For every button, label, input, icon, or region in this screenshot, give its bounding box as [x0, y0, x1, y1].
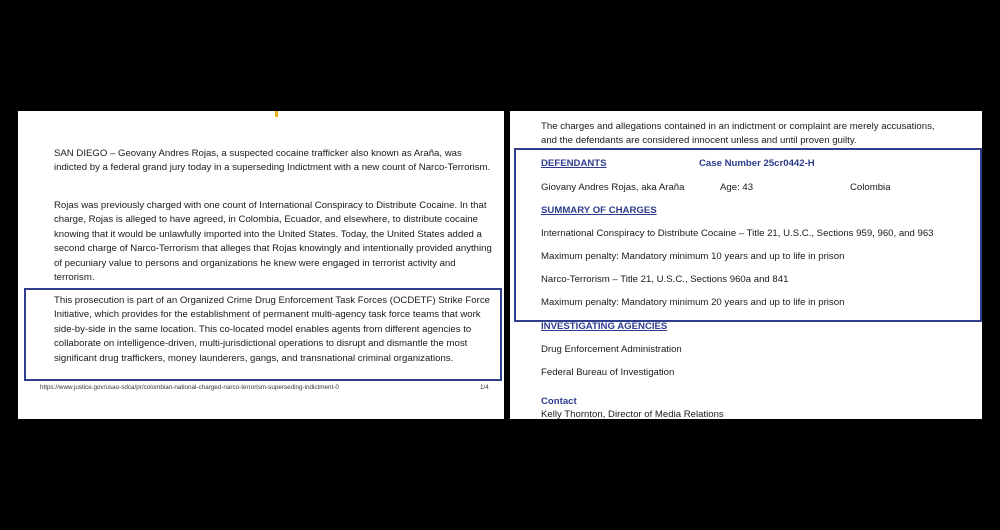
charge-item: Maximum penalty: Mandatory minimum 10 years and up to life in prison [541, 251, 845, 262]
case-number: Case Number 25cr0442-H [699, 158, 815, 169]
defendants-heading: DEFENDANTS [541, 158, 607, 169]
defendant-country: Colombia [850, 182, 891, 193]
footer-page-number: 1/4 [480, 384, 489, 391]
charges-heading: SUMMARY OF CHARGES [541, 205, 657, 216]
yellow-marker [275, 111, 278, 117]
footer-url: https://www.justice.gov/usao-sdca/pr/colombian-national-charged-narco-terrorism-superseding-indictment-0 [40, 384, 339, 391]
defendant-age: Age: 43 [720, 182, 754, 193]
contact-line: Kelly Thornton, Director of Media Relations [541, 409, 724, 419]
agency-item: Federal Bureau of Investigation [541, 367, 675, 378]
intro-line-1: The charges and allegations contained in an indictment or complaint are merely accusations, [541, 121, 935, 132]
right-document-page [510, 111, 982, 419]
charge-item: International Conspiracy to Distribute Cocaine – Title 21, U.S.C., Sections 959, 960, and 963 [541, 228, 934, 239]
paragraph-indictment: SAN DIEGO – Geovany Andres Rojas, a suspected cocaine trafficker also known as Araña, was indicted by a federal grand jury today in a superseding Indictment with a new count of Narco-Terrorism. [54, 148, 491, 174]
agencies-heading: INVESTIGATING AGENCIES [541, 321, 668, 332]
left-document-page [18, 111, 504, 419]
charge-item: Narco-Terrorism – Title 21, U.S.C., Sections 960a and 841 [541, 274, 789, 285]
charge-item: Maximum penalty: Mandatory minimum 20 years and up to life in prison [541, 297, 845, 308]
intro-line-2: and the defendants are considered innocent unless and until proven guilty. [541, 135, 857, 146]
contact-heading: Contact [541, 396, 577, 407]
defendant-name: Giovany Andres Rojas, aka Araña [541, 182, 685, 193]
highlight-box-ocdetf [24, 288, 502, 381]
paragraph-previous-charge: Rojas was previously charged with one count of International Conspiracy to Distribute Cocaine. In that charge, Rojas is alleged to have agreed, in Colombia, Ecuador, and elsewhere, to distribute cocaine knowing that it would be unlawfully imported into the United States. Today, the United States added a second charge of Narco-Terrorism that alleges that Rojas knowingly and intentionally provided anything of pecuniary value to persons and organizations he knew were engaged in terrorist activity and terrorism. [54, 200, 492, 284]
paragraph-ocdetf: This prosecution is part of an Organized Crime Drug Enforcement Task Forces (OCDETF) Strike Force Initiative, which provides for the establishment of permanent multi-agency task force teams that work side-by-side in the same location. This co-located model enables agents from different agencies to collaborate on intelligence-driven, multi-jurisdictional operations to disrupt and dismantle the most significant drug traffickers, money launderers, gangs, and transnational criminal organizations. [54, 295, 490, 364]
agency-item: Drug Enforcement Administration [541, 344, 682, 355]
